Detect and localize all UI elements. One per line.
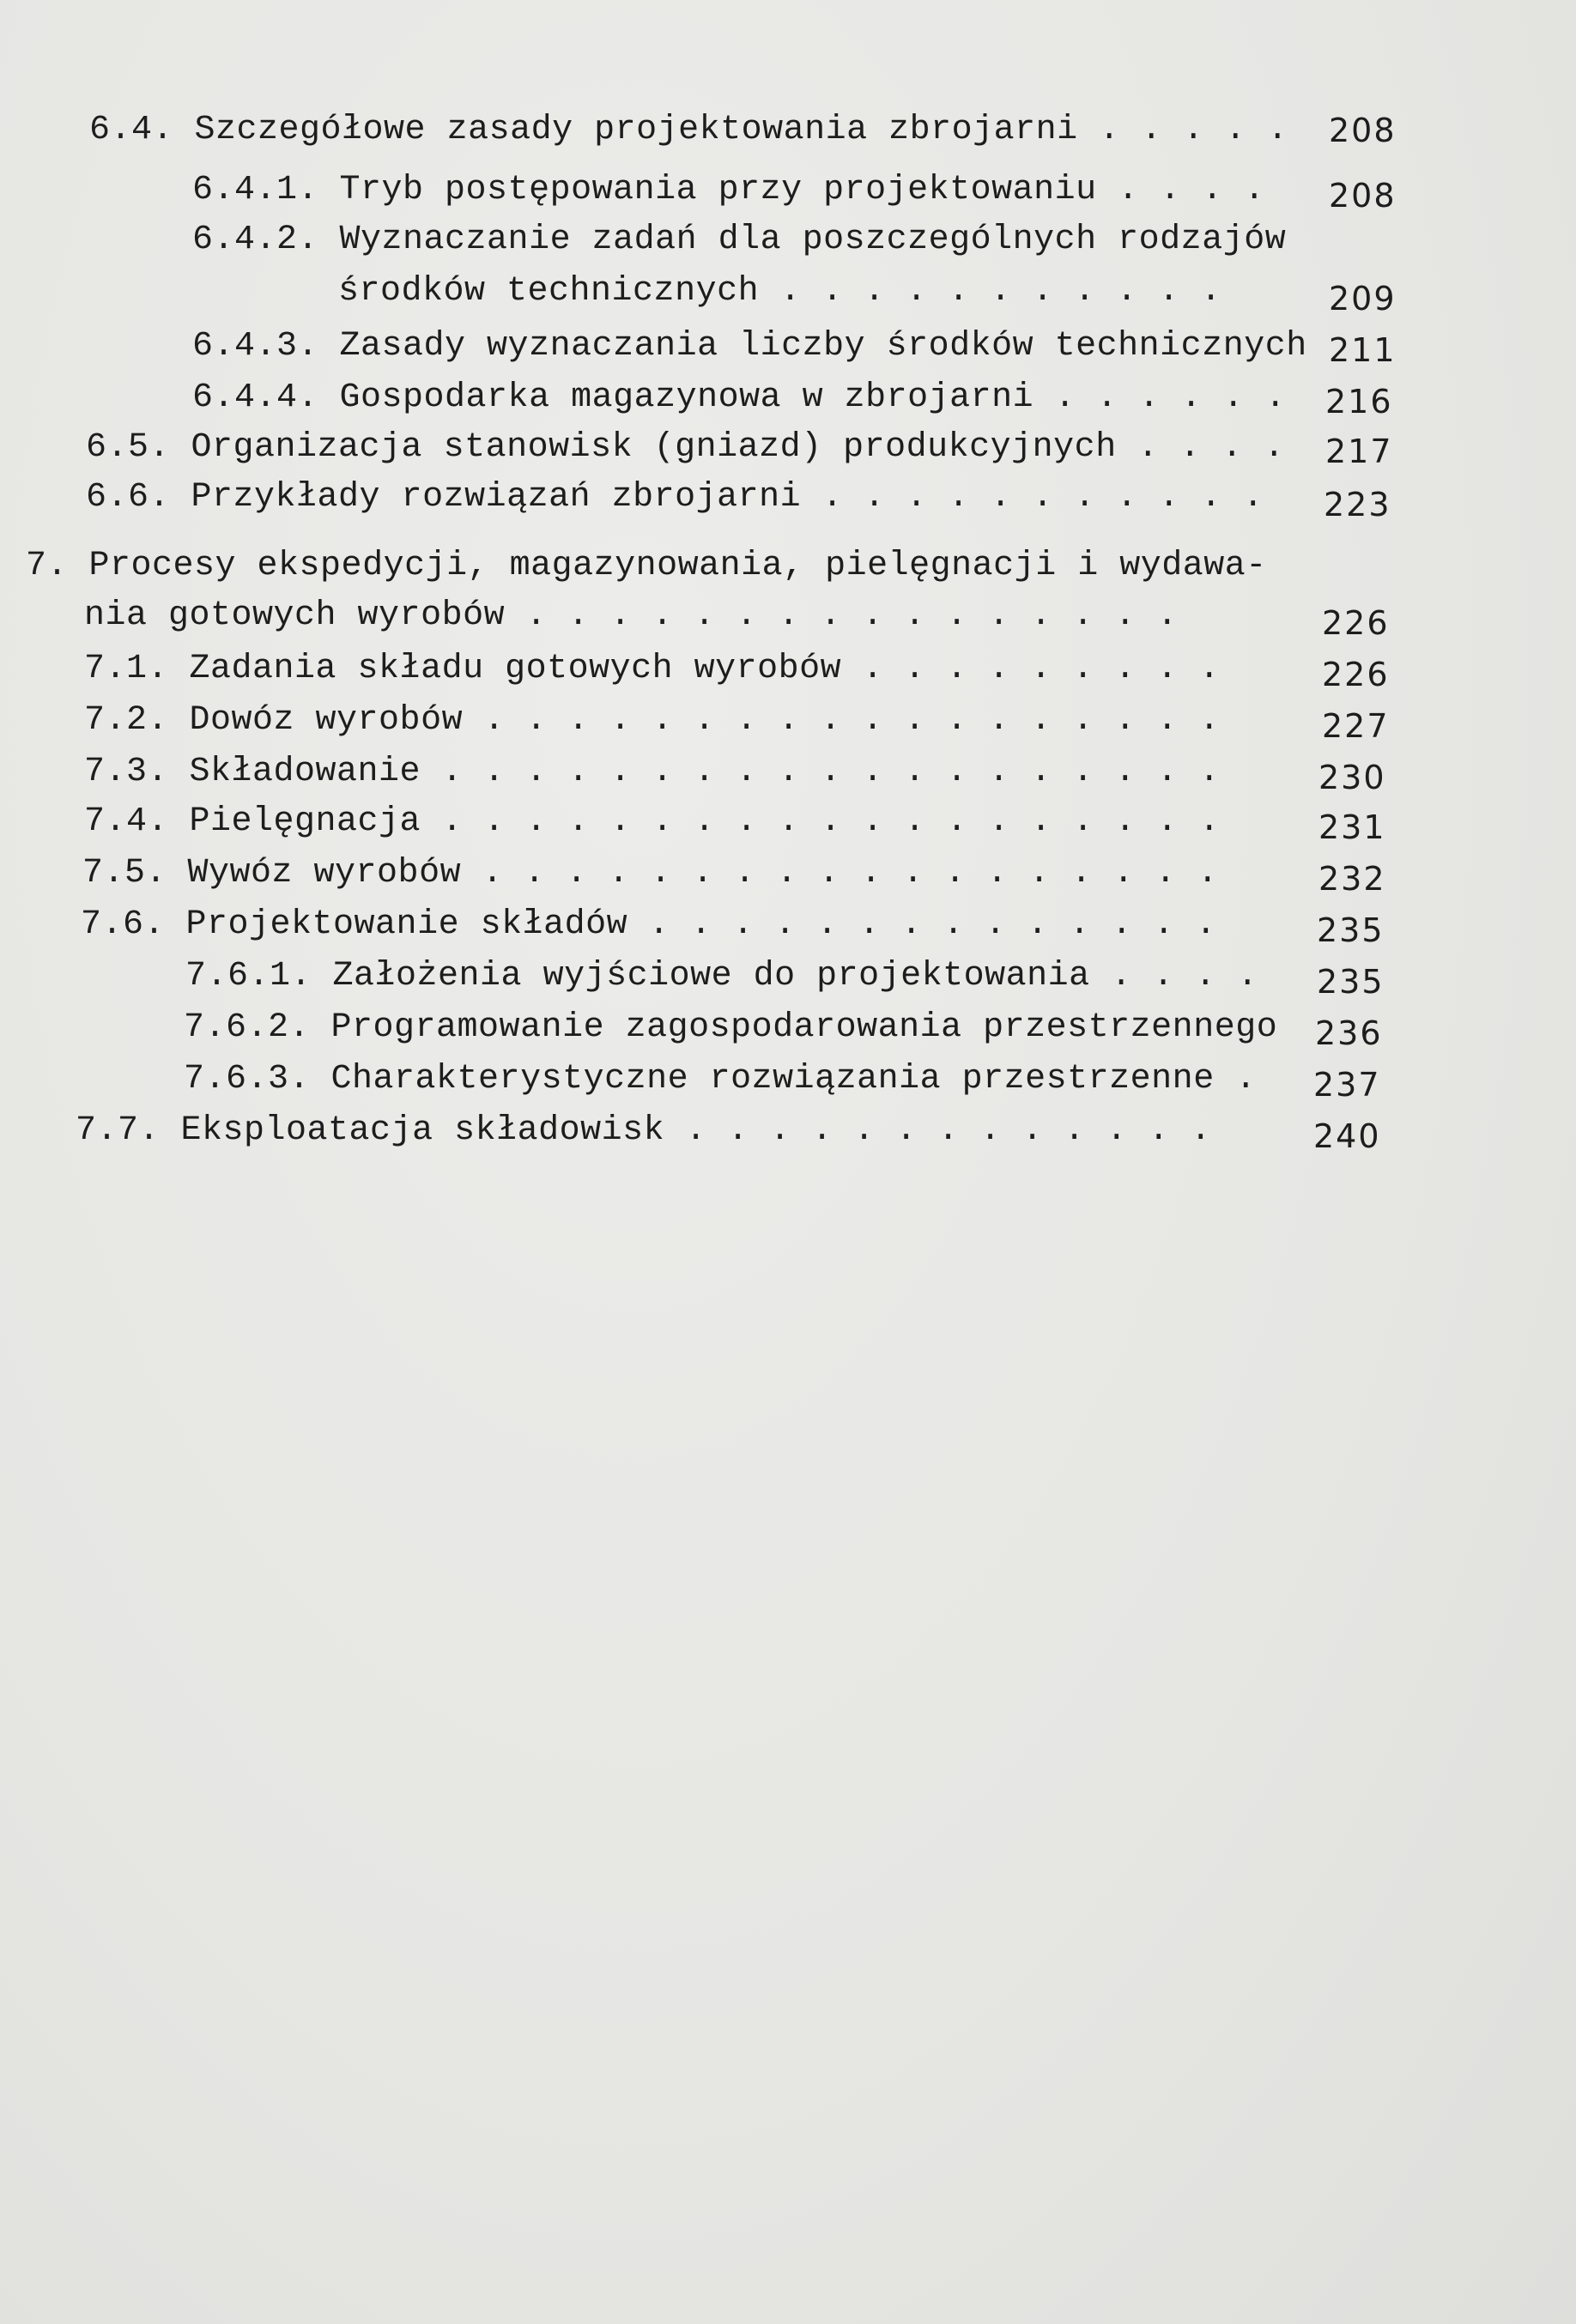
toc-page-number: 237	[1313, 1066, 1381, 1104]
toc-entry-6-4-3: 6.4.3. Zasady wyznaczania liczby środków technicznych	[192, 327, 1307, 366]
toc-page-number: 226	[1322, 656, 1390, 693]
toc-page-number: 236	[1315, 1014, 1383, 1052]
toc-entry-7-cont: nia gotowych wyrobów . . . . . . . . . . . . . . . .	[84, 596, 1179, 635]
toc-entry-7-1: 7.1. Zadania składu gotowych wyrobów . . . . . . . . .	[84, 650, 1221, 688]
toc-page-number: 232	[1318, 860, 1386, 898]
toc-page-number: 208	[1329, 177, 1397, 215]
toc-page-number: 231	[1318, 808, 1386, 846]
toc-entry-6-4: 6.4. Szczegółowe zasady projektowania zbrojarni . . . . .	[89, 111, 1288, 149]
toc-entry-7-6-1: 7.6.1. Założenia wyjściowe do projektowania . . . .	[185, 957, 1258, 996]
toc-entry-7-5: 7.5. Wywóz wyrobów . . . . . . . . . . . . . . . . . .	[82, 854, 1219, 893]
toc-entry-7-7: 7.7. Eksploatacja składowisk . . . . . . . . . . . . .	[76, 1111, 1212, 1150]
toc-page-number: 209	[1329, 280, 1397, 318]
toc-entry-7-2: 7.2. Dowóz wyrobów . . . . . . . . . . . . . . . . . .	[84, 701, 1221, 740]
toc-entry-6-4-2-cont: środków technicznych . . . . . . . . . . .	[338, 272, 1222, 311]
toc-entry-6-6: 6.6. Przykłady rozwiązań zbrojarni . . . . . . . . . . .	[86, 478, 1264, 517]
toc-page-number: 235	[1317, 911, 1385, 949]
toc-page-number: 235	[1317, 963, 1385, 1001]
toc-page-number: 211	[1329, 331, 1397, 369]
toc-entry-7-6-3: 7.6.3. Charakterystyczne rozwiązania przestrzenne .	[184, 1060, 1257, 1098]
toc-page-number: 216	[1325, 383, 1393, 421]
toc-entry-6-4-1: 6.4.1. Tryb postępowania przy projektowaniu . . . .	[192, 171, 1265, 209]
toc-page-number: 227	[1322, 707, 1390, 745]
toc-entry-7: 7. Procesy ekspedycji, magazynowania, pielęgnacji i wydawa-	[26, 547, 1267, 585]
toc-page-number: 230	[1318, 759, 1386, 796]
toc-entry-7-3: 7.3. Składowanie . . . . . . . . . . . . . . . . . . .	[84, 753, 1221, 791]
toc-page-number: 217	[1325, 433, 1393, 470]
toc-entry-6-5: 6.5. Organizacja stanowisk (gniazd) produkcyjnych . . . .	[86, 428, 1285, 467]
toc-entry-6-4-2: 6.4.2. Wyznaczanie zadań dla poszczególnych rodzajów	[192, 221, 1287, 259]
toc-page-number: 208	[1329, 112, 1397, 149]
toc-entry-6-4-4: 6.4.4. Gospodarka magazynowa w zbrojarni . . . . . .	[192, 378, 1287, 417]
toc-entry-7-4: 7.4. Pielęgnacja . . . . . . . . . . . . . . . . . . .	[84, 802, 1221, 841]
toc-page-number: 226	[1322, 604, 1390, 642]
toc-page-number: 240	[1313, 1117, 1381, 1155]
toc-entry-7-6: 7.6. Projektowanie składów . . . . . . . . . . . . . .	[81, 905, 1217, 944]
toc-page-number: 223	[1324, 486, 1391, 524]
toc-entry-7-6-2: 7.6.2. Programowanie zagospodarowania przestrzennego	[184, 1008, 1278, 1047]
